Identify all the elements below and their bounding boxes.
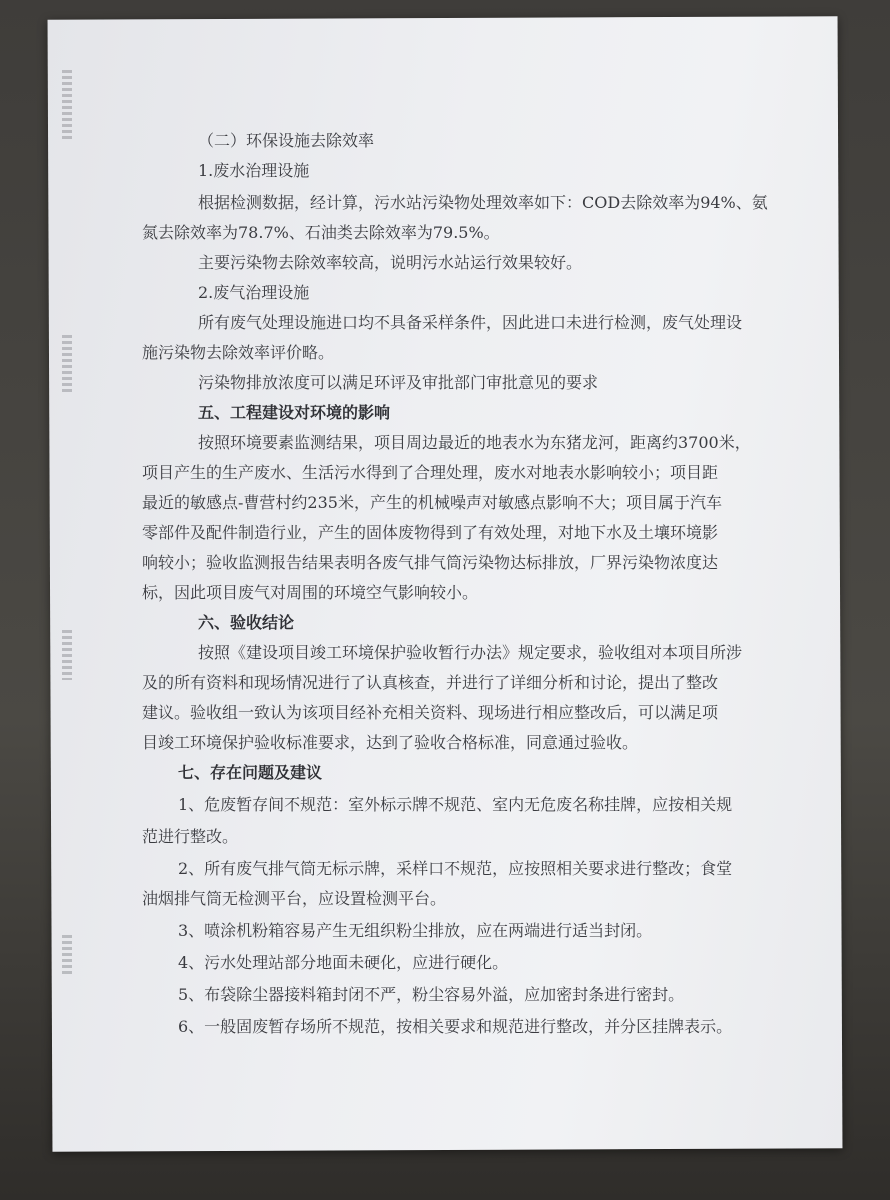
section-heading-six: 六、验收结论	[198, 613, 295, 632]
paragraph-line: 按照环境要素监测结果，项目周边最近的地表水为东猪龙河，距离约3700米，	[198, 433, 751, 452]
paragraph-line: 施污染物去除效率评价略。	[142, 343, 335, 362]
paragraph-line: 氮去除效率为78.7%、石油类去除效率为79.5%。	[142, 223, 500, 242]
paragraph-line: 根据检测数据，经计算，污水站污染物处理效率如下：COD去除效率为94%、氨	[198, 193, 768, 212]
list-item-line: 5、布袋除尘器接料箱封闭不严，粉尘容易外溢，应加密封条进行密封。	[178, 985, 685, 1004]
paragraph-line: 按照《建设项目竣工环境保护验收暂行办法》规定要求，验收组对本项目所涉	[198, 643, 743, 662]
binding-mark-top	[62, 70, 72, 140]
list-item-line: 2、所有废气排气筒无标示牌，采样口不规范，应按照相关要求进行整改；食堂	[178, 859, 733, 878]
paragraph-line: 零部件及配件制造行业，产生的固体废物得到了有效处理，对地下水及土壤环境影	[142, 523, 719, 542]
paragraph-line: 最近的敏感点-曹营村约235米，产生的机械噪声对敏感点影响不大；项目属于汽车	[142, 493, 722, 512]
paragraph-line: 标，因此项目废气对周围的环境空气影响较小。	[142, 583, 479, 602]
binding-mark-bottom	[62, 935, 72, 975]
paragraph-line: 目竣工环境保护验收标准要求，达到了验收合格标准，同意通过验收。	[142, 733, 639, 752]
section-heading-seven: 七、存在问题及建议	[178, 763, 323, 782]
paragraph-line: 主要污染物去除效率较高，说明污水站运行效果较好。	[198, 253, 583, 272]
list-item-line: 油烟排气筒无检测平台，应设置检测平台。	[142, 889, 447, 908]
paragraph-line: 污染物排放浓度可以满足环评及审批部门审批意见的要求	[198, 373, 599, 392]
list-item-line: 6、一般固废暂存场所不规范，按相关要求和规范进行整改，并分区挂牌表示。	[178, 1017, 733, 1036]
section-heading-five: 五、工程建设对环境的影响	[198, 403, 391, 422]
list-item-line: 3、喷涂机粉箱容易产生无组织粉尘排放，应在两端进行适当封闭。	[178, 921, 653, 940]
paragraph-line: 建议。验收组一致认为该项目经补充相关资料、现场进行相应整改后，可以满足项	[142, 703, 719, 722]
list-item-line: 范进行整改。	[142, 827, 239, 846]
list-item-line: 4、污水处理站部分地面未硬化，应进行硬化。	[178, 953, 509, 972]
subsection-heading: 1.废水治理设施	[198, 161, 310, 180]
paragraph-line: 响较小；验收监测报告结果表明各废气排气筒污染物达标排放，厂界污染物浓度达	[142, 553, 719, 572]
paragraph-line: 所有废气处理设施进口均不具备采样条件，因此进口未进行检测，废气处理设	[198, 313, 743, 332]
binding-mark-lower	[62, 630, 72, 680]
binding-mark-middle	[62, 335, 72, 395]
list-item-line: 1、危废暂存间不规范：室外标示牌不规范、室内无危废名称挂牌，应按相关规	[178, 795, 733, 814]
paragraph-line: 项目产生的生产废水、生活污水得到了合理处理，废水对地表水影响较小；项目距	[142, 463, 719, 482]
paragraph-line: 及的所有资料和现场情况进行了认真核查，并进行了详细分析和讨论，提出了整改	[142, 673, 719, 692]
subsection-heading: 2.废气治理设施	[198, 283, 310, 302]
section-heading: （二）环保设施去除效率	[198, 131, 375, 150]
